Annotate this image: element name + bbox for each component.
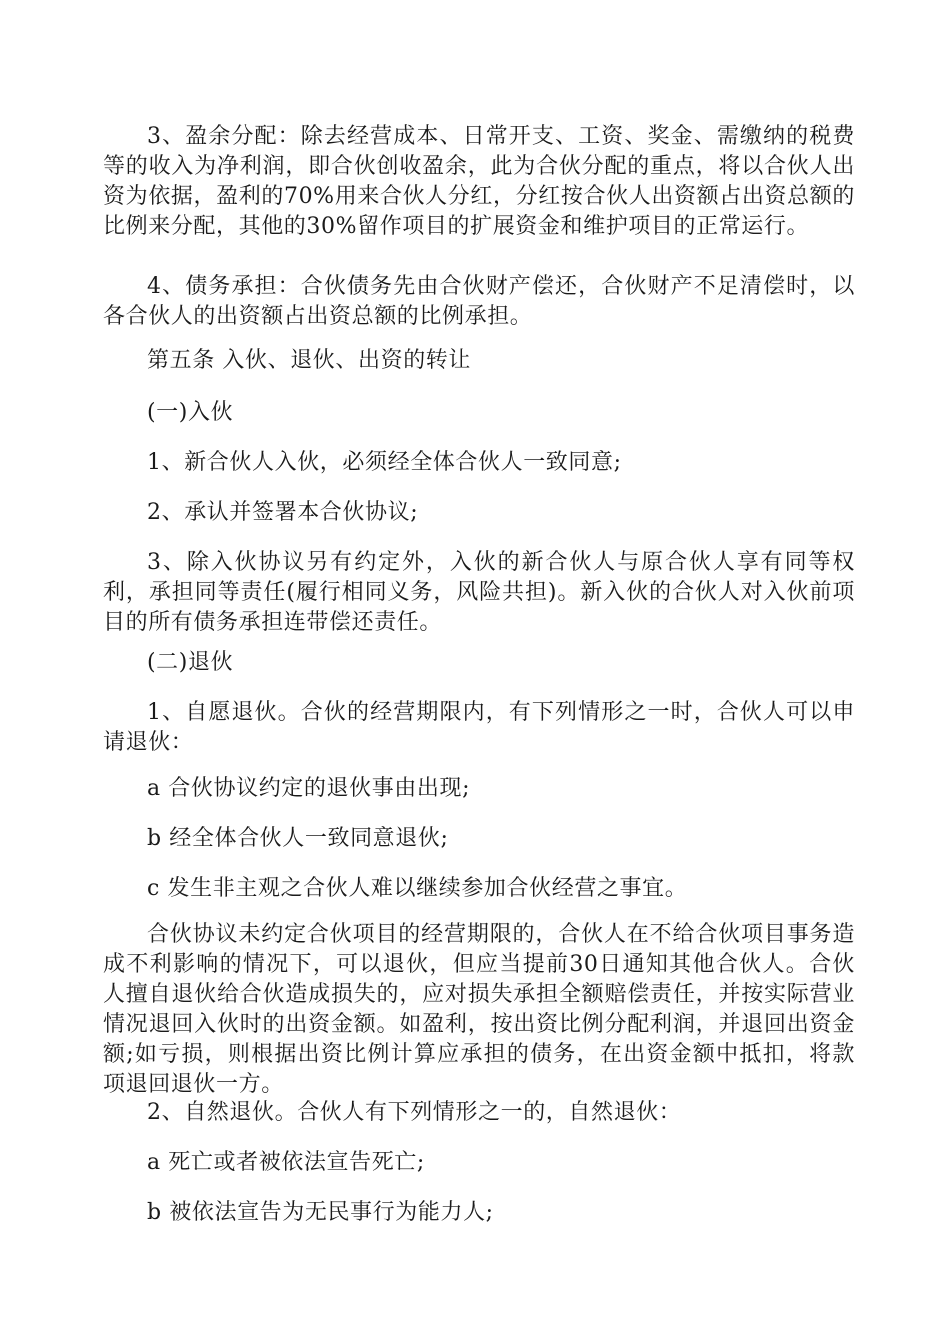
list-item-b-voluntary: b 经全体合伙人一致同意退伙; [147,826,449,851]
paragraph-joining-item-2: 2、承认并签署本合伙协议; [147,500,419,525]
list-item-a-natural: a 死亡或者被依法宣告死亡; [147,1150,425,1175]
paragraph-joining-item-3: 3、除入伙协议另有约定外，入伙的新合伙人与原合伙人享有同等权利，承担同等责任(履行相同义务，风险共担)。新入伙的合伙人对入伙前项目的所有债务承担连带偿还责任。 [103,550,855,635]
paragraph-debt-bearing: 4、债务承担：合伙债务先由合伙财产偿还，合伙财产不足清偿时，以各合伙人的出资额占出资总额的比例承担。 [103,274,855,329]
article-five-heading: 第五条 入伙、退伙、出资的转让 [147,348,471,373]
paragraph-voluntary-withdrawal: 1、自愿退伙。合伙的经营期限内，有下列情形之一时，合伙人可以申请退伙： [103,700,855,755]
paragraph-joining-item-1: 1、新合伙人入伙，必须经全体合伙人一致同意; [147,450,622,475]
list-item-a-voluntary: a 合伙协议约定的退伙事由出现; [147,776,471,801]
list-item-c-voluntary: c 发生非主观之合伙人难以继续参加合伙经营之事宜。 [147,876,688,901]
paragraph-profit-distribution: 3、盈余分配：除去经营成本、日常开支、工资、奖金、需缴纳的税费等的收入为净利润，即合伙创收盈余，此为合伙分配的重点，将以合伙人出资为依据，盈利的70%用来合伙人分红，分红按合伙人出资额占出资总额的比例来分配，其他的30%留作项目的扩展资金和维护项目的正常运行。 [103,124,855,239]
section-heading-withdrawal: (二)退伙 [147,650,234,675]
list-item-b-natural: b 被依法宣告为无民事行为能力人; [147,1200,494,1225]
paragraph-natural-withdrawal: 2、自然退伙。合伙人有下列情形之一的，自然退伙： [147,1100,682,1125]
section-heading-joining: (一)入伙 [147,400,234,425]
paragraph-unspecified-term-withdrawal: 合伙协议未约定合伙项目的经营期限的，合伙人在不给合伙项目事务造成不利影响的情况下，可以退伙，但应当提前30日通知其他合伙人。合伙人擅自退伙给合伙造成损失的，应对损失承担全额赔偿责任，并按实际营业情况退回入伙时的出资金额。如盈利，按出资比例分配利润，并退回出资金额;如亏损，则根据出资比例计算应承担的债务，在出资金额中抵扣，将款项退回退伙一方。 [103,922,855,1097]
